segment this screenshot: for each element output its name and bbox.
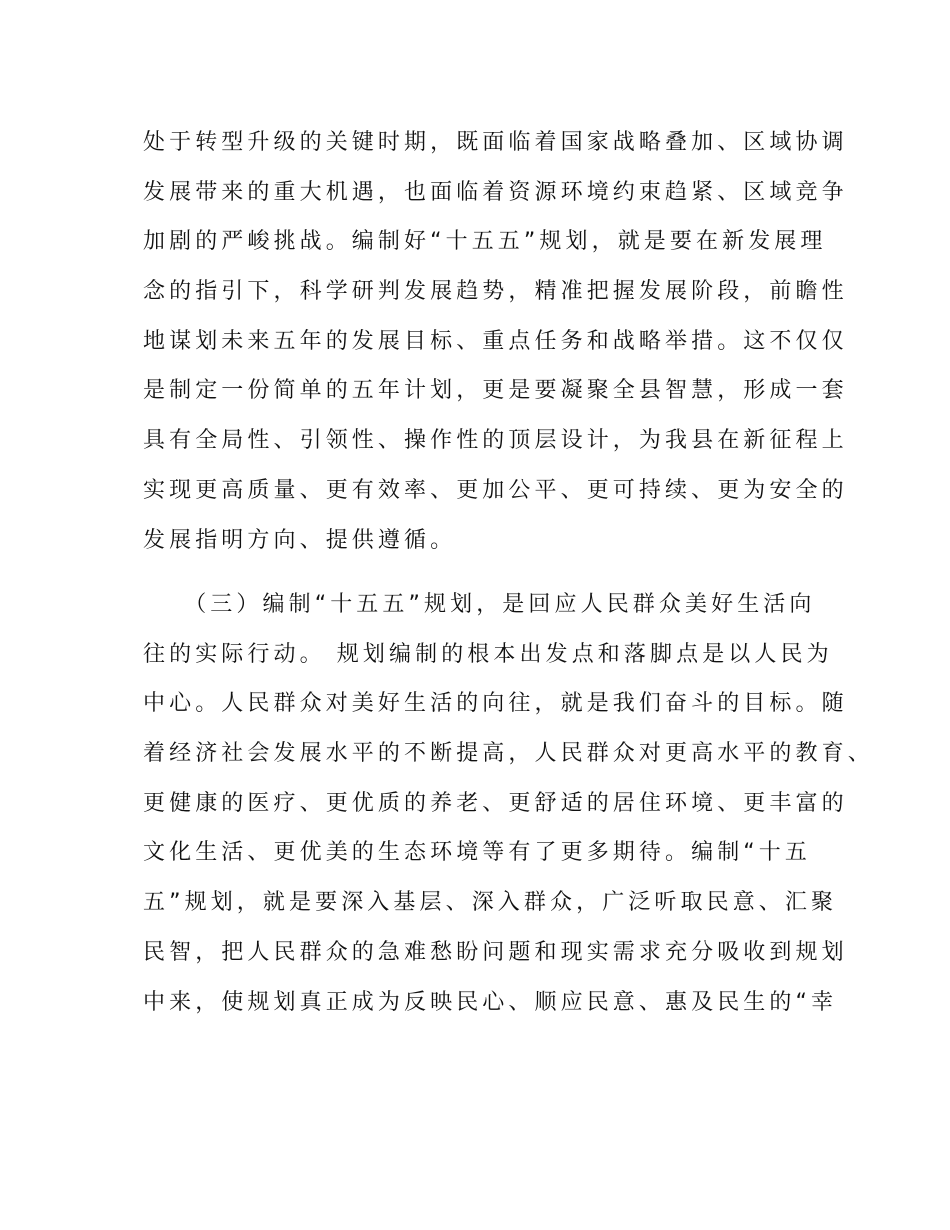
- text-line: 实现更高质量、更有效率、更加公平、更可持续、更为安全的: [143, 477, 848, 503]
- text-line: 具有全局性、引领性、操作性的顶层设计，为我县在新征程上: [143, 428, 848, 454]
- text-line: 往的实际行动。 规划编制的根本出发点和落脚点是以人民为: [143, 641, 833, 667]
- paragraph-opportunities: [143, 118, 848, 565]
- text-line: 文化生活、更优美的生态环境等有了更多期待。编制“十五: [143, 840, 811, 866]
- text-line: 中来，使规划真正成为反映民心、顺应民意、惠及民生的“幸: [143, 989, 838, 1015]
- text-line: 加剧的严峻挑战。编制好“十五五”规划，就是要在新发展理: [143, 229, 827, 255]
- text-line: 发展指明方向、提供遵循。: [143, 527, 457, 553]
- text-line: 处于转型升级的关键时期，既面临着国家战略叠加、区域协调: [143, 130, 848, 155]
- text-line: 五”规划，就是要深入基层、深入群众，广泛听取民意、汇聚: [143, 890, 838, 916]
- text-line: 念的指引下，科学研判发展趋势，精准把握发展阶段，前瞻性: [143, 279, 848, 305]
- text-line: 更健康的医疗、更优质的养老、更舒适的居住环境、更丰富的: [143, 790, 848, 816]
- section-heading-line: （三）编制“十五五”规划，是回应人民群众美好生活向: [143, 592, 816, 617]
- text-line: 是制定一份简单的五年计划，更是要凝聚全县智慧，形成一套: [143, 378, 848, 404]
- text-line: 民智，把人民群众的急难愁盼问题和现实需求充分吸收到规划: [143, 939, 848, 965]
- paragraph-section-three: [143, 580, 874, 1027]
- text-line: 中心。人民群众对美好生活的向往，就是我们奋斗的目标。随: [143, 691, 848, 717]
- text-line: 地谋划未来五年的发展目标、重点任务和战略举措。这不仅仅: [143, 328, 848, 354]
- text-line: 发展带来的重大机遇，也面临着资源环境约束趋紧、区域竞争: [143, 179, 848, 205]
- text-line: 着经济社会发展水平的不断提高，人民群众对更高水平的教育、: [143, 741, 874, 767]
